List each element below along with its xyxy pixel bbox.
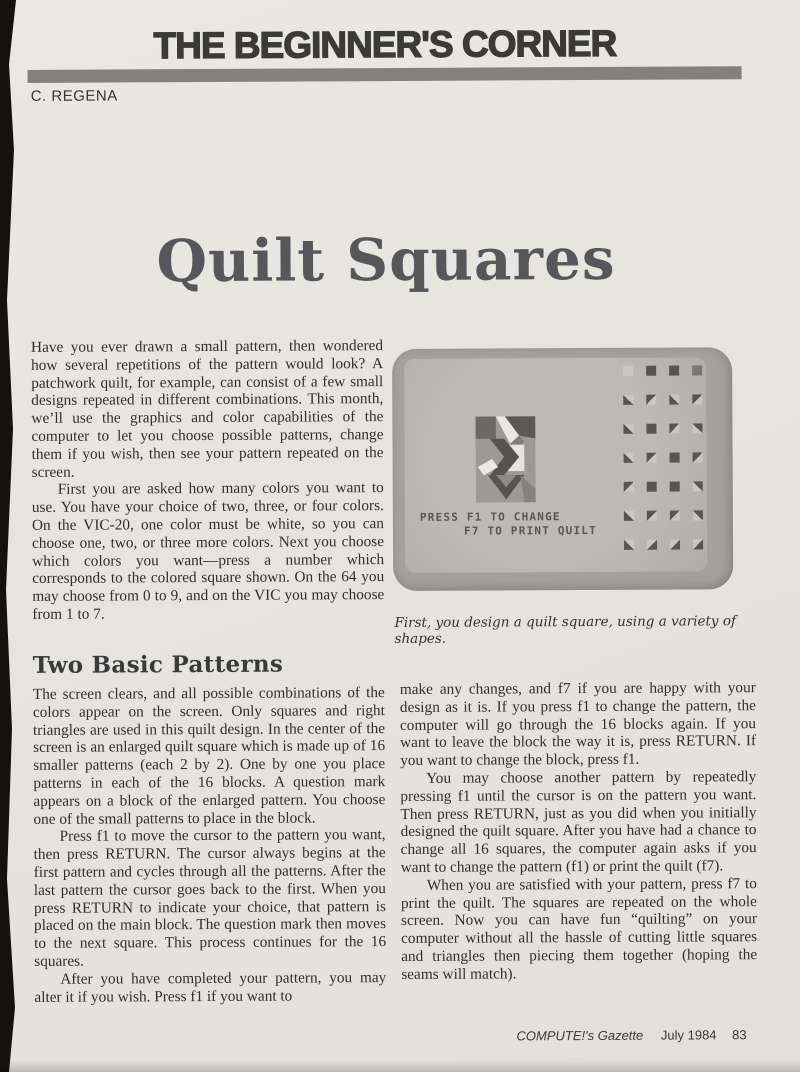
pattern-cell-lt: [623, 366, 633, 376]
pattern-choices-grid: [623, 365, 703, 549]
pattern-cell-dk: [646, 366, 656, 376]
paragraph: Press f1 to move the cursor to the pattern you want, then press RETURN. The cursor always begins at the first pattern and cycles through all the patterns. After the last pattern the cursor goes back to the first. When you press RETURN to indicate your choice, that pattern is placed on the main block. The question mark then moves to the next square. This process continues for the 16 squares.: [33, 826, 387, 970]
monitor-illustration: [392, 347, 733, 591]
pattern-cell-tl: [647, 453, 657, 463]
intro-column: [31, 337, 384, 624]
pattern-cell-dk: [670, 453, 680, 463]
pattern-cell-br: [693, 539, 703, 549]
pattern-cell-tl: [692, 394, 702, 404]
pattern-cell-dk: [669, 366, 679, 376]
pattern-cell-md: [692, 365, 702, 375]
quilt-square-graphic: [475, 416, 535, 502]
screen-prompt-line-1: PRESS F1 TO CHANGE: [419, 510, 561, 524]
screen-prompt: [420, 510, 597, 539]
paragraph: You may choose another pattern by repeatedly pressing f1 until the cursor is on the pattern you want. Then press RETURN, just as you did when you initially designed the quilt square. After you have had a chance to change all 16 squares, the computer again asks if you want to change the pattern (f1) or print the quilt (f7).: [400, 768, 757, 876]
page-number: 83: [732, 1027, 747, 1043]
pattern-cell-bl: [623, 424, 633, 434]
figure-caption: First, you design a quilt square, using a variety of shapes.: [394, 613, 736, 648]
header-rule: [28, 66, 742, 83]
screen-prompt-line-2: F7 TO PRINT QUILT: [463, 523, 597, 538]
pattern-cell-tr: [693, 481, 703, 491]
magazine-name: COMPUTE!'s Gazette: [516, 1027, 644, 1044]
left-column: [33, 684, 387, 1006]
pattern-cell-tl: [693, 452, 703, 462]
pattern-cell-tr: [693, 510, 703, 520]
section-heading: Two Basic Patterns: [32, 650, 284, 679]
pattern-cell-bl: [624, 453, 634, 463]
pattern-cell-br: [647, 540, 657, 550]
pattern-cell-tl: [670, 511, 680, 521]
page-footer: [407, 1027, 747, 1044]
pattern-cell-bl: [624, 511, 634, 521]
pattern-cell-dk: [647, 482, 657, 492]
paragraph: First you are asked how many colors you want to use. You have your choice of two, three, or four colors. On the VIC-20, one color must be white, so you can choose one, two, or three more colors. Next you choose which colors you want—press a number which corresponds to the colored square shown. On the 64 you may choose from 0 to 9, and on the VIC you may choose from 1 to 7.: [31, 479, 385, 623]
paragraph: When you are satisfied with your pattern, press f7 to print the quilt. The squares are repeated on the whole screen. Now you can have fun “quilting” on your computer without all the hassle of cutting little squares and triangles then piecing them together (hoping the seams will match).: [400, 874, 758, 983]
pattern-cell-tr: [692, 423, 702, 433]
pattern-cell-bl: [669, 395, 679, 405]
paragraph: After you have completed your pattern, you may alter it if you wish. Press f1 if you want to: [34, 968, 387, 1006]
paragraph: The screen clears, and all possible combinations of the colors appear on the screen. Only squares and right triangles are used in this quilt design. In the center of the screen is an enlarged quilt square which is made up of 16 smaller patterns (each 2 by 2). One by one you place patterns in each of the 16 blocks. A question mark appears on a block of the enlarged pattern. You choose one of the small patterns to place in the block.: [32, 684, 386, 828]
pattern-cell-bl: [624, 540, 634, 550]
pattern-cell-br: [670, 540, 680, 550]
byline: C. REGENA: [30, 87, 118, 105]
pattern-cell-tl: [669, 424, 679, 434]
pattern-cell-dk: [670, 482, 680, 492]
monitor-screen: [404, 357, 707, 573]
pattern-cell-bl: [623, 395, 633, 405]
paragraph: make any changes, and f7 if you are happy with your design as it is. If you press f1 to change the pattern, the computer will go through the 16 blocks again. If you want to leave the block the way it is, press RETURN. If you want to change the block, press f1.: [399, 679, 757, 770]
right-column: [400, 679, 758, 983]
article-title: Quilt Squares: [156, 224, 616, 296]
column-header-title: THE BEGINNER'S CORNER: [153, 22, 617, 67]
pattern-cell-tl: [624, 482, 634, 492]
paragraph: Have you ever drawn a small pattern, then wondered how several repetitions of the pattern would look? A patchwork quilt, for example, can consist of a few small designs repeated in different combinations. This month, we’ll use the graphics and color capabilities of the computer to let you choose possible patterns, change them if you wish, then see your pattern repeated on the screen.: [30, 337, 384, 481]
issue-date: July 1984: [660, 1027, 717, 1043]
pattern-cell-dk: [646, 424, 656, 434]
pattern-cell-tl: [647, 511, 657, 521]
pattern-cell-tl: [646, 395, 656, 405]
